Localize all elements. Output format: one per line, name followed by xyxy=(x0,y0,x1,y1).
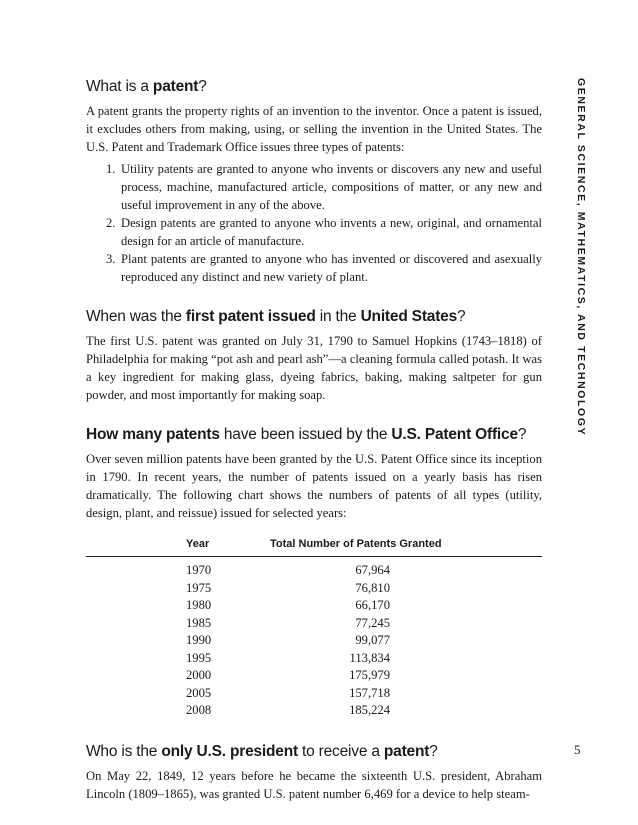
year-cell: 1985 xyxy=(186,615,212,630)
section-president-patent xyxy=(86,743,542,803)
list-item: 2. Design patents are granted to anyone who invents a new, original, and ornamental design for an article of manufacture. xyxy=(106,216,542,248)
table-row xyxy=(86,616,542,634)
year-cell: 2005 xyxy=(186,685,212,700)
answer-paragraph: A patent grants the property rights of an invention to the inventor. Once a patent is issued, it excludes others from making, using, or selling the invention in the United States. The U.S. Patent and Trademark Office issues three types of patents: xyxy=(86,104,542,154)
total-cell: 66,170 xyxy=(355,598,390,612)
table-row xyxy=(86,633,542,651)
running-section-header: GENERAL SCIENCE, MATHEMATICS, AND TECHNOLOGY xyxy=(575,78,587,437)
answer-paragraph: Over seven million patents have been granted by the U.S. Patent Office since its inception in 1790. In recent years, the number of patents issued on a yearly basis has risen dramatically. The following chart shows the numbers of patents of all types (utility, design, plant, and reissue) issued for selected years: xyxy=(86,452,542,520)
question-heading: How many patents have been issued by the U.S. Patent Office? xyxy=(86,426,527,443)
year-cell: 1975 xyxy=(186,580,212,595)
table-row xyxy=(86,581,542,599)
total-cell: 185,224 xyxy=(349,703,390,717)
total-cell: 77,245 xyxy=(355,615,390,630)
year-cell: 1990 xyxy=(186,633,212,647)
page-content xyxy=(86,78,542,825)
table-row xyxy=(86,703,542,721)
total-cell: 113,834 xyxy=(349,650,390,665)
list-item: 3. Plant patents are granted to anyone who has invented or discovered and asexually reproduced any distinct and new variety of plant. xyxy=(106,252,542,284)
table-row xyxy=(86,686,542,704)
table-row xyxy=(86,668,542,686)
question-heading: What is a patent? xyxy=(86,78,207,95)
total-cell: 99,077 xyxy=(355,633,390,647)
year-cell: 1980 xyxy=(186,598,212,612)
total-cell: 76,810 xyxy=(355,580,390,595)
column-header-year: Year xyxy=(186,538,210,550)
question-heading: When was the first patent issued in the United States? xyxy=(86,308,466,325)
year-cell: 1970 xyxy=(186,563,212,577)
section-how-many-patents xyxy=(86,426,542,721)
section-what-is-patent xyxy=(86,78,542,286)
year-cell: 2000 xyxy=(186,668,212,682)
answer-paragraph: The first U.S. patent was granted on July 31, 1790 to Samuel Hopkins (1743–1818) of Philadelphia for making “pot ash and pearl ash”—a cleaning formula called potash. It was a key ingredient for making glass, dyeing fabrics, baking, making saltpeter for gun powder, and most importantly for making soap. xyxy=(86,334,542,402)
list-item: 1. Utility patents are granted to anyone who invents or discovers any new and useful process, machine, manufactured article, compositions of matter, or any new and useful improvement in any of the above. xyxy=(106,162,542,212)
table-body xyxy=(86,557,542,721)
year-cell: 2008 xyxy=(186,703,212,717)
question-heading: Who is the only U.S. president to receive a patent? xyxy=(86,742,438,760)
patents-table xyxy=(86,536,542,721)
table-row xyxy=(86,651,542,669)
total-cell: 157,718 xyxy=(349,685,390,700)
answer-paragraph: On May 22, 1849, 12 years before he became the sixteenth U.S. president, Abraham Lincoln (1809–1865), was granted U.S. patent number 6,469 for a device to help steam- xyxy=(86,768,542,801)
patent-types-list xyxy=(86,160,542,286)
year-cell: 1995 xyxy=(186,650,212,665)
table-row xyxy=(86,598,542,616)
page-number: 5 xyxy=(574,742,581,757)
section-first-patent xyxy=(86,308,542,404)
table-row xyxy=(86,563,542,581)
table-header xyxy=(86,536,542,557)
column-header-total: Total Number of Patents Granted xyxy=(270,538,442,550)
total-cell: 175,979 xyxy=(349,668,390,682)
total-cell: 67,964 xyxy=(355,563,390,577)
